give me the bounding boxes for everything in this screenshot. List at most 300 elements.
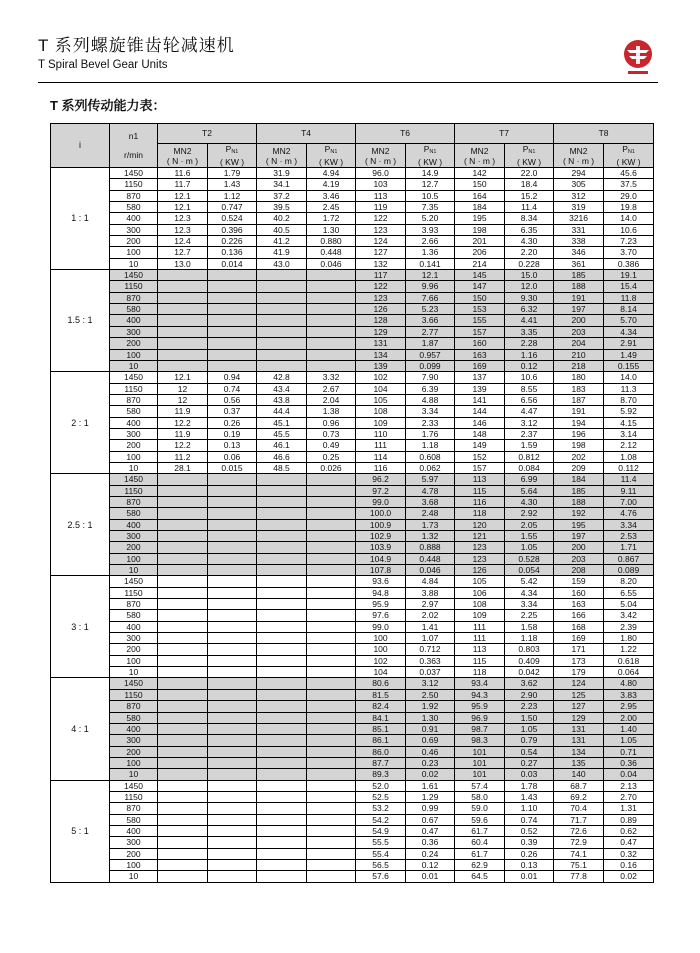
table-row [51, 757, 654, 768]
power-cell: 37.5 [604, 179, 654, 190]
table-row [51, 746, 654, 757]
torque-cell: 72.9 [554, 837, 604, 848]
power-cell: 0.01 [406, 871, 455, 882]
torque-cell: 61.7 [455, 825, 505, 836]
power-cell: 0.56 [208, 394, 257, 405]
power-cell: 0.39 [505, 837, 554, 848]
power-cell: 11.8 [604, 292, 654, 303]
power-cell: 3.46 [307, 190, 356, 201]
torque-cell [257, 508, 307, 519]
torque-cell [257, 803, 307, 814]
torque-cell [158, 576, 208, 587]
power-cell [307, 565, 356, 576]
power-cell: 0.03 [505, 769, 554, 780]
torque-cell [257, 610, 307, 621]
speed-cell: 400 [110, 519, 158, 530]
torque-cell [158, 292, 208, 303]
power-cell: 14.0 [604, 372, 654, 383]
power-cell [208, 780, 257, 791]
torque-cell: 153 [455, 304, 505, 315]
power-cell: 0.226 [208, 236, 257, 247]
power-cell: 4.30 [505, 236, 554, 247]
torque-cell: 53.2 [356, 803, 406, 814]
torque-cell [257, 655, 307, 666]
power-cell: 0.36 [604, 757, 654, 768]
power-cell: 2.50 [406, 689, 455, 700]
page-title: T 系列螺旋锥齿轮减速机 [38, 36, 235, 55]
torque-cell: 146 [455, 417, 505, 428]
torque-cell [257, 496, 307, 507]
torque-cell: 131 [554, 735, 604, 746]
torque-cell: 183 [554, 383, 604, 394]
power-cell [208, 576, 257, 587]
torque-cell [158, 769, 208, 780]
speed-cell: 100 [110, 553, 158, 564]
mn2-header-label: MN2 ( N · m ) [562, 145, 595, 166]
torque-cell: 80.6 [356, 678, 406, 689]
torque-cell [158, 757, 208, 768]
torque-cell: 126 [356, 304, 406, 315]
power-cell: 0.74 [505, 814, 554, 825]
table-row [51, 542, 654, 553]
power-cell: 10.5 [406, 190, 455, 201]
table-row [51, 372, 654, 383]
torque-cell: 115 [455, 485, 505, 496]
power-cell [208, 304, 257, 315]
power-cell [208, 644, 257, 655]
speed-cell: 1450 [110, 780, 158, 791]
torque-cell: 338 [554, 236, 604, 247]
power-cell: 5.23 [406, 304, 455, 315]
torque-cell: 346 [554, 247, 604, 258]
torque-cell: 42.8 [257, 372, 307, 383]
power-cell [307, 496, 356, 507]
power-cell [307, 304, 356, 315]
table-row [51, 428, 654, 439]
power-cell [208, 326, 257, 337]
power-cell: 0.62 [604, 825, 654, 836]
pn1-symbol: P [423, 144, 430, 154]
mn2-header-label: MN2 ( N · m ) [463, 145, 496, 166]
torque-cell: 166 [554, 610, 604, 621]
pn1-header [307, 144, 356, 168]
power-cell: 2.02 [406, 610, 455, 621]
power-cell: 1.05 [604, 735, 654, 746]
power-cell [208, 689, 257, 700]
power-cell [307, 485, 356, 496]
power-cell: 0.73 [307, 428, 356, 439]
power-cell [307, 803, 356, 814]
torque-cell: 97.6 [356, 610, 406, 621]
torque-cell: 81.5 [356, 689, 406, 700]
torque-cell: 40.5 [257, 224, 307, 235]
power-cell: 1.55 [505, 531, 554, 542]
power-cell: 2.91 [604, 338, 654, 349]
torque-cell [257, 519, 307, 530]
torque-cell: 102 [356, 372, 406, 383]
power-cell: 0.015 [208, 462, 257, 473]
torque-cell: 163 [554, 599, 604, 610]
power-cell: 3.34 [505, 599, 554, 610]
power-cell: 2.37 [505, 428, 554, 439]
torque-cell: 57.6 [356, 871, 406, 882]
pn1-subscript: N1 [627, 149, 635, 155]
model-header: T2 [158, 124, 257, 144]
speed-cell: 200 [110, 848, 158, 859]
transmission-capacity-table [50, 123, 654, 883]
table-row [51, 474, 654, 485]
speed-cell: 580 [110, 814, 158, 825]
torque-cell [158, 587, 208, 598]
table-row [51, 667, 654, 678]
torque-cell: 61.7 [455, 848, 505, 859]
power-cell: 19.8 [604, 202, 654, 213]
power-cell [208, 769, 257, 780]
power-cell: 11.4 [604, 474, 654, 485]
torque-cell [158, 871, 208, 882]
torque-cell [257, 712, 307, 723]
power-cell: 3.93 [406, 224, 455, 235]
torque-cell [158, 837, 208, 848]
speed-cell: 580 [110, 712, 158, 723]
torque-cell: 41.9 [257, 247, 307, 258]
power-cell: 4.34 [505, 587, 554, 598]
table-row [51, 837, 654, 848]
torque-cell [257, 565, 307, 576]
table-row [51, 859, 654, 870]
power-cell: 0.396 [208, 224, 257, 235]
power-cell [307, 621, 356, 632]
mn2-header-label: MN2 ( N · m ) [364, 145, 397, 166]
power-cell [307, 349, 356, 360]
power-cell: 8.20 [604, 576, 654, 587]
speed-cell: 1150 [110, 689, 158, 700]
pn1-subscript: N1 [528, 149, 536, 155]
torque-cell: 125 [554, 689, 604, 700]
speed-cell: 1150 [110, 485, 158, 496]
power-cell [307, 281, 356, 292]
speed-cell: 870 [110, 190, 158, 201]
power-cell: 0.064 [604, 667, 654, 678]
table-row [51, 349, 654, 360]
power-cell [307, 553, 356, 564]
speed-cell: 400 [110, 315, 158, 326]
table-row [51, 224, 654, 235]
speed-cell: 100 [110, 655, 158, 666]
torque-cell: 45.1 [257, 417, 307, 428]
power-cell [208, 837, 257, 848]
torque-cell: 163 [455, 349, 505, 360]
power-cell: 15.2 [505, 190, 554, 201]
power-cell: 0.228 [505, 258, 554, 269]
speed-cell: 870 [110, 803, 158, 814]
torque-cell [257, 349, 307, 360]
table-row [51, 621, 654, 632]
table-row [51, 247, 654, 258]
speed-cell: 580 [110, 202, 158, 213]
torque-cell: 196 [554, 428, 604, 439]
table-row [51, 383, 654, 394]
torque-cell: 109 [455, 610, 505, 621]
power-cell: 0.27 [505, 757, 554, 768]
table-row [51, 508, 654, 519]
table-row [51, 258, 654, 269]
torque-cell: 39.5 [257, 202, 307, 213]
speed-cell: 10 [110, 871, 158, 882]
speed-cell: 300 [110, 224, 158, 235]
torque-cell [158, 531, 208, 542]
torque-cell: 206 [455, 247, 505, 258]
torque-cell: 109 [356, 417, 406, 428]
torque-cell [257, 531, 307, 542]
power-cell [208, 508, 257, 519]
speed-column-header [110, 124, 158, 168]
torque-cell [158, 485, 208, 496]
torque-cell: 110 [356, 428, 406, 439]
table-row [51, 315, 654, 326]
power-cell: 2.92 [505, 508, 554, 519]
torque-cell [158, 735, 208, 746]
torque-cell: 331 [554, 224, 604, 235]
speed-cell: 1150 [110, 587, 158, 598]
torque-cell [158, 746, 208, 757]
torque-cell: 45.5 [257, 428, 307, 439]
torque-cell: 160 [554, 587, 604, 598]
power-cell [208, 678, 257, 689]
power-cell: 0.16 [604, 859, 654, 870]
power-cell: 10.6 [505, 372, 554, 383]
torque-cell: 131 [554, 723, 604, 734]
torque-cell: 11.7 [158, 179, 208, 190]
ratio-cell: 2 : 1 [51, 372, 110, 474]
torque-cell [257, 780, 307, 791]
torque-cell: 28.1 [158, 462, 208, 473]
power-cell [307, 723, 356, 734]
power-cell: 8.14 [604, 304, 654, 315]
power-cell: 7.00 [604, 496, 654, 507]
power-cell: 2.28 [505, 338, 554, 349]
power-cell [307, 689, 356, 700]
power-cell: 0.812 [505, 451, 554, 462]
power-cell: 0.79 [505, 735, 554, 746]
torque-cell: 204 [554, 338, 604, 349]
torque-cell: 126 [455, 565, 505, 576]
torque-cell [158, 519, 208, 530]
power-cell [307, 587, 356, 598]
power-cell: 0.01 [505, 871, 554, 882]
torque-cell: 116 [455, 496, 505, 507]
power-cell [208, 270, 257, 281]
speed-cell: 870 [110, 599, 158, 610]
power-cell [208, 531, 257, 542]
pn1-header [505, 144, 554, 168]
power-cell: 1.30 [406, 712, 455, 723]
power-cell [307, 655, 356, 666]
speed-cell: 10 [110, 667, 158, 678]
torque-cell: 43.8 [257, 394, 307, 405]
torque-cell [158, 349, 208, 360]
torque-cell: 12.4 [158, 236, 208, 247]
torque-cell: 123 [455, 542, 505, 553]
speed-cell: 200 [110, 440, 158, 451]
torque-cell: 168 [554, 621, 604, 632]
speed-cell: 300 [110, 428, 158, 439]
torque-cell [257, 814, 307, 825]
table-row [51, 304, 654, 315]
torque-cell: 123 [356, 224, 406, 235]
power-cell: 2.13 [604, 780, 654, 791]
torque-cell: 82.4 [356, 701, 406, 712]
torque-cell: 52.0 [356, 780, 406, 791]
torque-cell: 141 [455, 394, 505, 405]
torque-cell: 62.9 [455, 859, 505, 870]
power-cell: 0.46 [406, 746, 455, 757]
speed-cell: 870 [110, 496, 158, 507]
torque-cell [158, 859, 208, 870]
power-cell: 0.02 [406, 769, 455, 780]
power-cell [208, 848, 257, 859]
speed-cell: 10 [110, 565, 158, 576]
power-cell: 2.04 [307, 394, 356, 405]
torque-cell: 71.7 [554, 814, 604, 825]
power-cell: 0.37 [208, 406, 257, 417]
power-cell: 0.089 [604, 565, 654, 576]
torque-cell [257, 621, 307, 632]
torque-cell: 101 [455, 757, 505, 768]
power-cell [208, 621, 257, 632]
speed-cell: 300 [110, 531, 158, 542]
torque-cell: 60.4 [455, 837, 505, 848]
torque-cell [257, 633, 307, 644]
torque-cell: 98.3 [455, 735, 505, 746]
torque-cell: 144 [455, 406, 505, 417]
pn1-subscript: N1 [231, 149, 239, 155]
torque-cell: 114 [356, 451, 406, 462]
power-cell: 1.61 [406, 780, 455, 791]
power-cell: 0.24 [406, 848, 455, 859]
power-cell: 0.89 [604, 814, 654, 825]
torque-cell: 147 [455, 281, 505, 292]
torque-cell: 46.1 [257, 440, 307, 451]
speed-cell: 1450 [110, 678, 158, 689]
power-cell: 1.18 [406, 440, 455, 451]
torque-cell: 164 [455, 190, 505, 201]
torque-cell: 155 [455, 315, 505, 326]
torque-cell: 74.1 [554, 848, 604, 859]
power-cell [208, 292, 257, 303]
power-cell: 0.042 [505, 667, 554, 678]
power-cell: 8.55 [505, 383, 554, 394]
speed-cell: 10 [110, 258, 158, 269]
power-cell: 3.88 [406, 587, 455, 598]
torque-cell: 128 [356, 315, 406, 326]
torque-cell: 77.8 [554, 871, 604, 882]
torque-cell: 12 [158, 383, 208, 394]
torque-cell [257, 338, 307, 349]
power-cell: 3.32 [307, 372, 356, 383]
torque-cell: 103 [356, 179, 406, 190]
torque-cell [257, 542, 307, 553]
power-cell: 2.70 [604, 791, 654, 802]
table-row [51, 678, 654, 689]
power-cell: 0.02 [604, 871, 654, 882]
power-cell: 19.1 [604, 270, 654, 281]
power-cell [208, 655, 257, 666]
power-cell [208, 791, 257, 802]
torque-cell: 192 [554, 508, 604, 519]
torque-cell [158, 508, 208, 519]
power-cell [208, 746, 257, 757]
speed-cell: 1450 [110, 168, 158, 179]
mn2-header [455, 144, 505, 168]
power-cell: 0.47 [604, 837, 654, 848]
power-cell [307, 599, 356, 610]
torque-cell: 188 [554, 281, 604, 292]
power-cell: 1.05 [505, 723, 554, 734]
torque-cell: 187 [554, 394, 604, 405]
power-cell: 2.95 [604, 701, 654, 712]
power-cell: 11.4 [505, 202, 554, 213]
ratio-cell: 1.5 : 1 [51, 270, 110, 372]
torque-cell [158, 655, 208, 666]
torque-cell: 75.1 [554, 859, 604, 870]
power-cell: 8.34 [505, 213, 554, 224]
torque-cell: 152 [455, 451, 505, 462]
speed-cell: 300 [110, 633, 158, 644]
power-cell: 0.957 [406, 349, 455, 360]
torque-cell: 58.0 [455, 791, 505, 802]
torque-cell [257, 326, 307, 337]
power-cell: 0.409 [505, 655, 554, 666]
power-cell: 7.35 [406, 202, 455, 213]
torque-cell: 95.9 [356, 599, 406, 610]
power-cell: 8.70 [604, 394, 654, 405]
torque-cell: 12.1 [158, 372, 208, 383]
table-row [51, 735, 654, 746]
speed-cell: 1150 [110, 791, 158, 802]
power-cell [307, 610, 356, 621]
table-row [51, 292, 654, 303]
torque-cell: 198 [554, 440, 604, 451]
mn2-header [356, 144, 406, 168]
torque-cell: 191 [554, 406, 604, 417]
torque-cell: 100.0 [356, 508, 406, 519]
power-cell [208, 859, 257, 870]
torque-cell: 159 [554, 576, 604, 587]
table-row [51, 723, 654, 734]
torque-cell [158, 814, 208, 825]
torque-cell: 120 [455, 519, 505, 530]
speed-cell: 100 [110, 349, 158, 360]
torque-cell [158, 780, 208, 791]
torque-cell [257, 360, 307, 371]
torque-cell: 12.2 [158, 417, 208, 428]
speed-cell: 100 [110, 859, 158, 870]
torque-cell: 312 [554, 190, 604, 201]
speed-cell: 1450 [110, 576, 158, 587]
power-cell: 10.6 [604, 224, 654, 235]
torque-cell [257, 757, 307, 768]
table-row [51, 803, 654, 814]
power-cell: 1.76 [406, 428, 455, 439]
power-cell: 5.92 [604, 406, 654, 417]
power-cell: 3.66 [406, 315, 455, 326]
power-cell [307, 871, 356, 882]
speed-cell: 400 [110, 825, 158, 836]
table-row [51, 168, 654, 179]
power-cell [307, 326, 356, 337]
table-row [51, 462, 654, 473]
